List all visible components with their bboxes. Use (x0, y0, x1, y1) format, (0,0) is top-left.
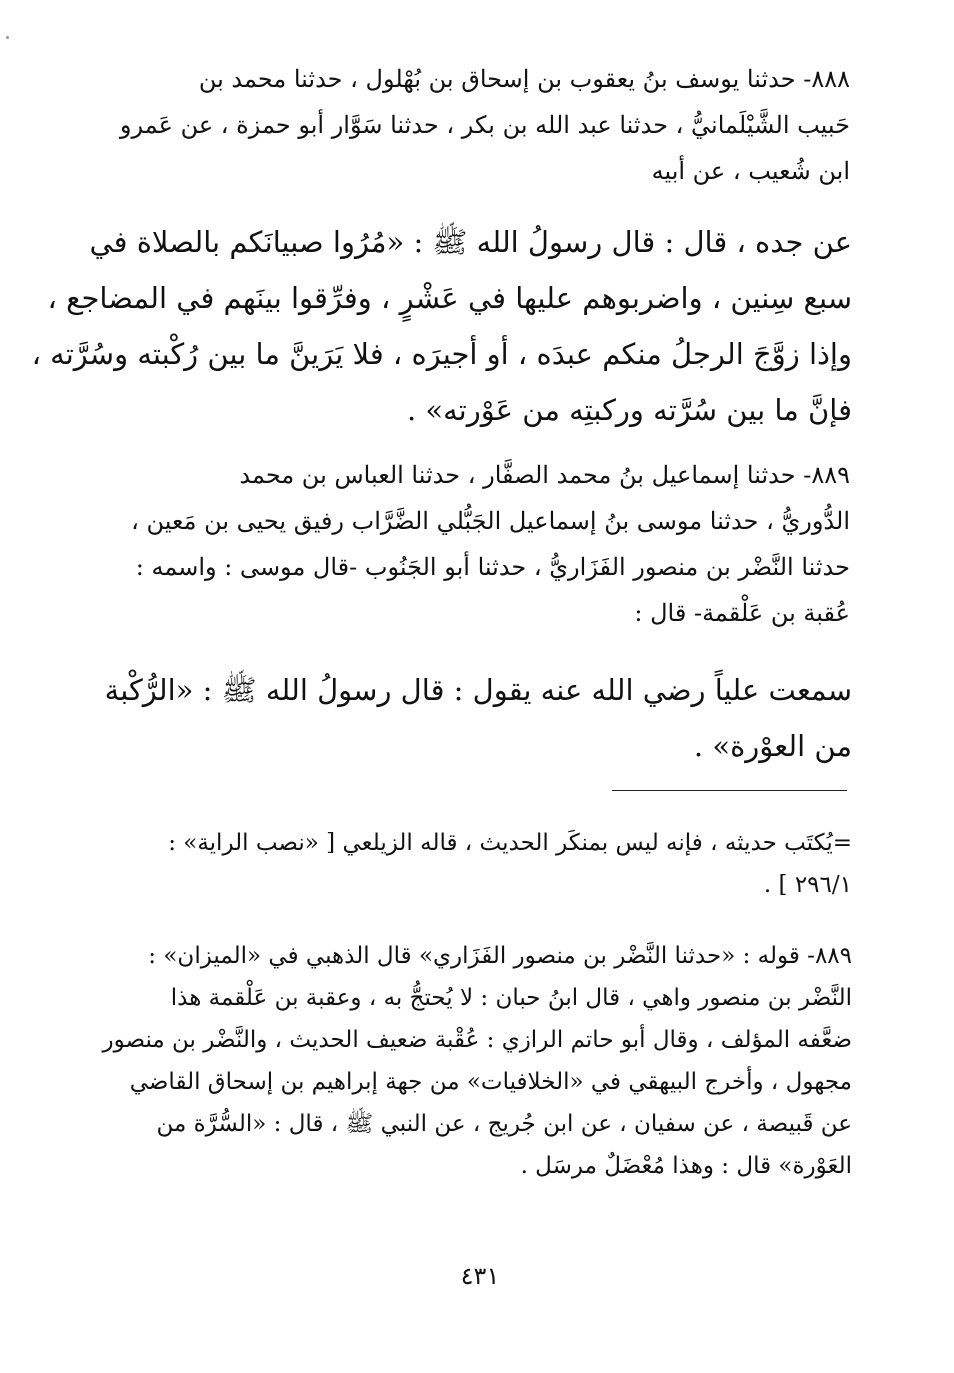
text-line: سمعت علياً رضي الله عنه يقول : قال رسولُ الله ﷺ : «الرُّكْبة (104, 673, 852, 707)
text-line: ٢٩٦/١ ] . (763, 872, 852, 898)
footnote-separator (612, 790, 847, 791)
text-line: =يُكتَب حديثه ، فإنه ليس بمنكَر الحديث ، قاله الزيلعي [ «نصب الراية» : (168, 830, 852, 856)
page-number: ٤٣١ (460, 1262, 500, 1290)
text-line: ٨٨٩- قوله : «حدثنا النَّضْر بن منصور الفَزَاري» قال الذهبي في «الميزان» : (148, 943, 852, 969)
text-line: ضعَّفه المؤلف ، وقال أبو حاتم الرازي : عُقْبة ضعيف الحديث ، والنَّضْر بن منصور (102, 1027, 852, 1053)
text-line: فإنَّ ما بين سُرَّته وركبتِه من عَوْرته» . (406, 393, 852, 427)
text-line: حدثنا النَّضْر بن منصور الفَزَاريُّ ، حدثنا أبو الجَنُوب -قال موسى : واسمه : (135, 553, 850, 581)
text-line: عن جده ، قال : قال رسولُ الله ﷺ : «مُرُوا صبيانَكم بالصلاة في (89, 225, 852, 259)
text-line: الدُّوريُّ ، حدثنا موسى بنُ إسماعيل الجَبُّلي الضَّرَّاب رفيق يحيى بن مَعين ، (131, 507, 850, 535)
text-line: سبع سِنين ، واضربوهم عليها في عَشْرٍ ، وفرِّقوا بينَهم في المضاجع ، (47, 281, 852, 315)
text-line: وإذا زوَّجَ الرجلُ منكم عبدَه ، أو أجيرَه ، فلا يَرَينَّ ما بين رُكْبته وسُرَّته ، (31, 337, 852, 371)
text-line: عُقبة بن عَلْقمة- قال : (634, 599, 850, 627)
hadith-888-text (31, 214, 852, 438)
footnote-889 (102, 935, 852, 1187)
text-line: النَّضْر بن منصور واهي ، قال ابنُ حبان : لا يُحتجُّ به ، وعقبة بن عَلْقمة هذا (170, 985, 852, 1011)
hadith-889-chain (131, 452, 850, 636)
footnote-continuation (140, 822, 852, 906)
scan-mark (6, 36, 9, 39)
hadith-888-chain (119, 56, 850, 194)
text-line: مجهول ، وأخرج البيهقي في «الخلافيات» من جهة إبراهيم بن إسحاق القاضي (129, 1069, 852, 1095)
text-line: العَوْرة» قال : وهذا مُعْضَلٌ مرسَل . (520, 1153, 852, 1179)
text-line: ابن شُعيب ، عن أبيه (651, 157, 850, 185)
text-line: حَبيب الشَّيْلَمانيُّ ، حدثنا عبد الله بن بكر ، حدثنا سَوَّار أبو حمزة ، عن عَمرو (119, 111, 850, 139)
text-line: عن قَبيصة ، عن سفيان ، عن ابن جُريج ، عن النبي ﷺ ، قال : «السُّرَّة من (156, 1111, 852, 1137)
text-line: ٨٨٩- حدثنا إسماعيل بنُ محمد الصفَّار ، حدثنا العباس بن محمد (239, 461, 850, 489)
text-line: من العوْرة» . (693, 729, 852, 763)
text-line: ٨٨٨- حدثنا يوسف بنُ يعقوب بن إسحاق بن بُهْلول ، حدثنا محمد بن (198, 65, 850, 93)
hadith-889-text (104, 662, 852, 774)
